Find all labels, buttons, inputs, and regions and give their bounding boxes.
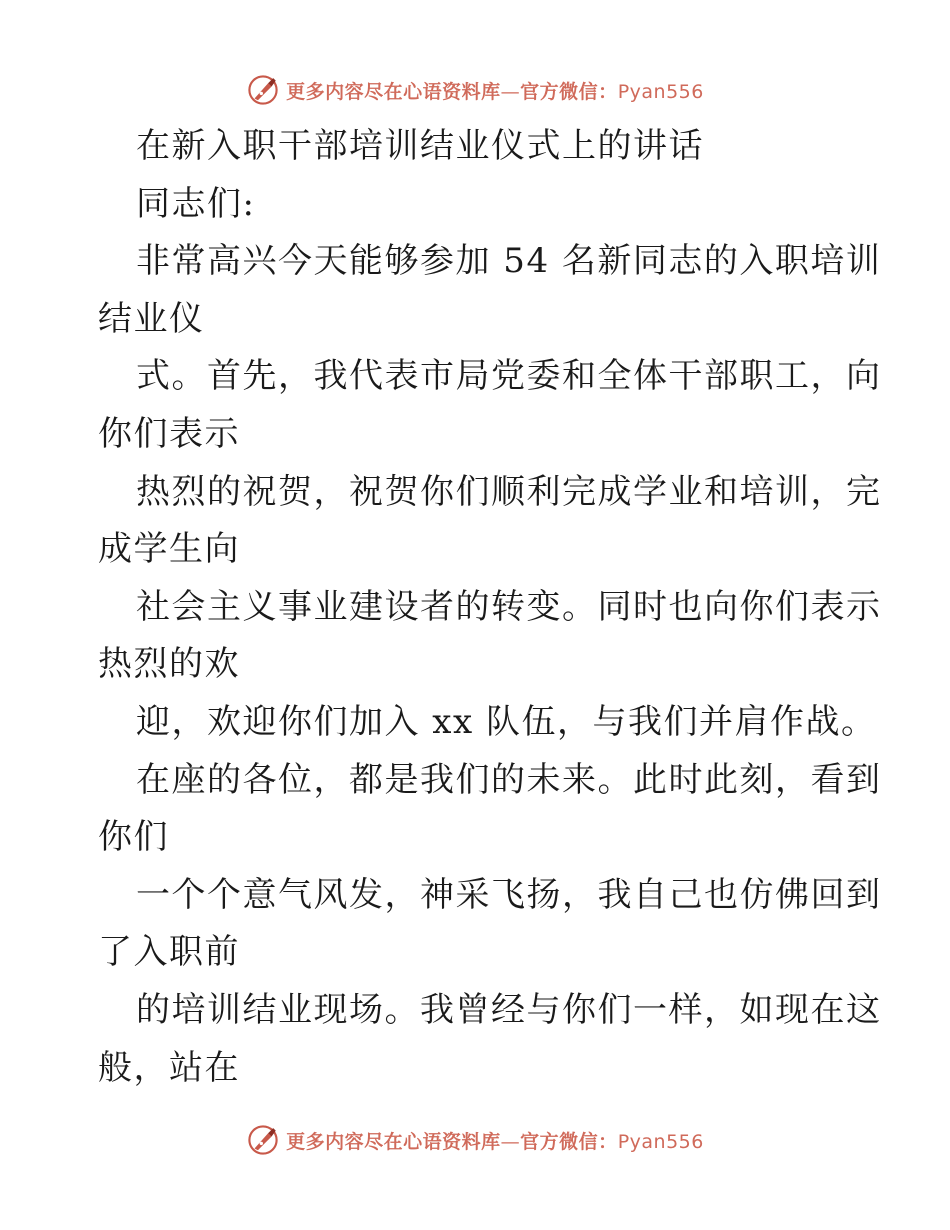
paragraph-line: 式。首先，我代表市局党委和全体干部职工，向 (136, 356, 882, 397)
paragraph-line: 你们 (98, 817, 169, 858)
banner-separator: — (500, 80, 521, 103)
banner-wechat-label: 官方微信： (520, 80, 618, 103)
banner-wechat-id: Pyan556 (617, 80, 704, 103)
banner-site-name: 更多内容尽在心语资料库 (286, 1130, 501, 1153)
paragraph-line: 迎，欢迎你们加入 xx 队伍，与我们并肩作战。 (136, 701, 877, 742)
pen-nib-logo-icon (246, 73, 280, 107)
paragraph-line: 在座的各位，都是我们的未来。此时此刻，看到 (136, 759, 882, 800)
paragraph-line: 般，站在 (98, 1047, 240, 1088)
banner-text (286, 77, 704, 104)
paragraph-line: 社会主义事业建设者的转变。同时也向你们表示 (136, 586, 882, 627)
paragraph-line: 成学生向 (98, 529, 240, 570)
banner-wechat-id: Pyan556 (617, 1130, 704, 1153)
paragraph-line: 热烈的祝贺，祝贺你们顺利完成学业和培训，完 (136, 471, 882, 512)
banner-separator: — (500, 1130, 521, 1153)
banner-text (286, 1127, 704, 1154)
paragraph-line: 你们表示 (98, 413, 240, 454)
pen-nib-logo-icon (246, 1123, 280, 1157)
banner-site-name: 更多内容尽在心语资料库 (286, 80, 501, 103)
header-banner (0, 70, 950, 110)
document-title: 在新入职干部培训结业仪式上的讲话 (136, 126, 704, 166)
banner-wechat-label: 官方微信： (520, 1130, 618, 1153)
paragraph-line: 的培训结业现场。我曾经与你们一样，如现在这 (136, 989, 882, 1030)
paragraph-line: 一个个意气风发，神采飞扬，我自己也仿佛回到 (136, 874, 882, 915)
paragraph-line: 非常高兴今天能够参加 54 名新同志的入职培训 (136, 241, 882, 282)
salutation: 同志们: (136, 183, 256, 224)
paragraph-line: 结业仪 (98, 298, 205, 339)
paragraph-line: 热烈的欢 (98, 644, 240, 685)
paragraph-line: 了入职前 (98, 932, 240, 973)
footer-banner (0, 1120, 950, 1160)
document-body (98, 118, 882, 1097)
